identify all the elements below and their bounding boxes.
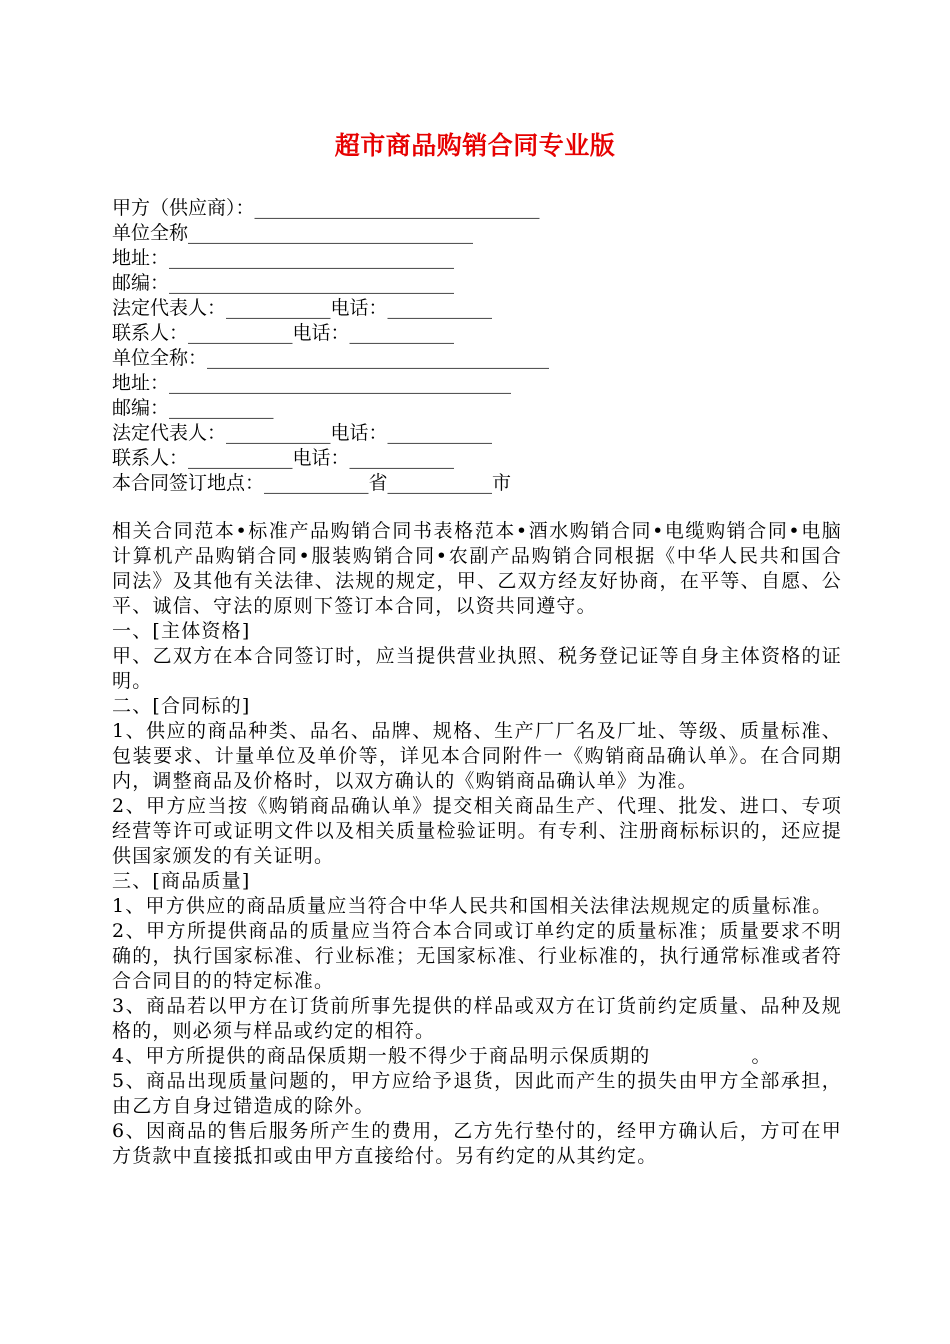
address-line-b: 地址：____________________________________ — [112, 372, 512, 394]
address-line: 地址：______________________________ — [112, 247, 455, 269]
section-heading-1: 一、[主体资格] — [112, 620, 251, 642]
section-paragraph: 2、甲方所提供商品的质量应当符合本合同或订单约定的质量标准；质量要求不明确的，执行国家标准、行业标准；无国家标准、行业标准的，执行通常标准或者符合合同目的的特定标准。 — [112, 920, 842, 992]
company-name-line: 单位全称______________________________ — [112, 222, 474, 244]
postcode-line: 邮编：______________________________ — [112, 272, 455, 294]
section-paragraph: 3、商品若以甲方在订货前所事先提供的样品或双方在订货前约定质量、品种及规格的，则必须与样品或约定的相符。 — [112, 995, 842, 1042]
party-a-line: 甲方（供应商）：______________________________ — [112, 197, 540, 219]
contract-body — [112, 519, 842, 1169]
section-paragraph: 2、甲方应当按《购销商品确认单》提交相关商品生产、代理、批发、进口、专项经营等许可或证明文件以及相关质量检验证明。有专利、注册商标标识的，还应提供国家颁发的有关证明。 — [112, 795, 842, 867]
section-paragraph: 6、因商品的售后服务所产生的费用，乙方先行垫付的，经甲方确认后，方可在甲方货款中直接抵扣或由甲方直接给付。另有约定的从其约定。 — [112, 1120, 842, 1167]
legal-rep-line-b: 法定代表人：___________电话：___________ — [112, 422, 493, 444]
section-heading-3: 三、[商品质量] — [112, 870, 251, 892]
section-paragraph: 甲、乙双方在本合同签订时，应当提供营业执照、税务登记证等自身主体资格的证明。 — [112, 645, 842, 692]
contact-line: 联系人：___________电话：___________ — [112, 322, 455, 344]
section-paragraph: 1、供应的商品种类、品名、品牌、规格、生产厂厂名及厂址、等级、质量标准、包装要求、计量单位及单价等，详见本合同附件一《购销商品确认单》。在合同期内，调整商品及价格时，以双方确认的《购销商品确认单》为准。 — [112, 720, 842, 792]
intro-paragraph: 相关合同范本•标准产品购销合同书表格范本•酒水购销合同•电缆购销合同•电脑计算机产品购销合同•服装购销合同•农副产品购销合同根据《中华人民共和国合同法》及其他有关法律、法规的规定，甲、乙双方经友好协商，在平等、自愿、公平、诚信、守法的原则下签订本合同，以资共同遵守。 — [112, 520, 842, 617]
postcode-line-b: 邮编：___________ — [112, 397, 274, 419]
section-paragraph: 5、商品出现质量问题的，甲方应给予退货，因此而产生的损失由甲方全部承担，由乙方自身过错造成的除外。 — [112, 1070, 842, 1117]
contact-line-b: 联系人：___________电话：___________ — [112, 447, 455, 469]
section-paragraph: 1、甲方供应的商品质量应当符合中华人民共和国相关法律法规规定的质量标准。 — [112, 895, 833, 917]
section-heading-2: 二、[合同标的] — [112, 695, 251, 717]
legal-rep-line: 法定代表人：___________电话：___________ — [112, 297, 493, 319]
company-name-line-b: 单位全称：____________________________________ — [112, 347, 550, 369]
section-paragraph: 4、甲方所提供的商品保质期一般不得少于商品明示保质期的 。 — [112, 1045, 772, 1067]
signing-place-line: 本合同签订地点：___________省___________市 — [112, 472, 512, 494]
document-title: 超市商品购销合同专业版 — [334, 131, 616, 160]
